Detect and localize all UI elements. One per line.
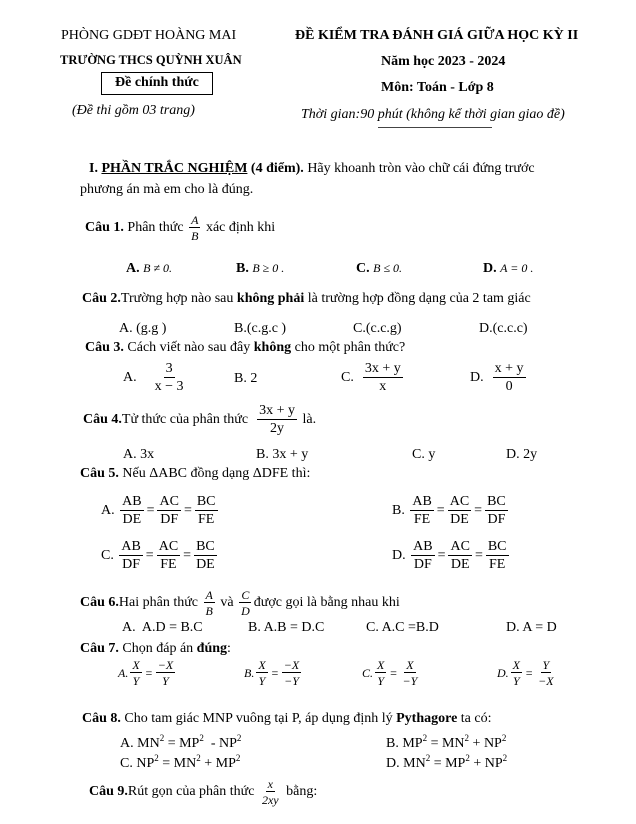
option-letter: C. [412, 447, 425, 462]
fraction [400, 659, 419, 687]
denominator: x [379, 379, 387, 394]
question-emphasis: không [253, 340, 292, 355]
term: = MN [427, 736, 465, 751]
denominator: 2y [270, 421, 285, 436]
option-letter: B. [386, 736, 403, 751]
denominator: D [241, 604, 250, 618]
option-c[interactable] [366, 621, 439, 635]
exponent: 2 [199, 733, 204, 743]
question-text: Trường hợp nào sau [120, 291, 237, 306]
question-label: Câu 9. [89, 784, 128, 799]
option-letter: B. [244, 666, 255, 680]
option-d[interactable] [506, 448, 537, 462]
numerator: 3x + y [364, 361, 401, 376]
fraction [363, 362, 403, 394]
question-text: Cho tam giác MNP vuông tại P, áp dụng định lý [120, 711, 397, 726]
equals-sign: = [474, 503, 483, 518]
question-text-after: là. [302, 412, 317, 427]
numerator: A [205, 588, 213, 602]
numerator: AB [413, 539, 433, 554]
numerator: X [512, 658, 521, 672]
equals-sign: = [183, 548, 192, 563]
fraction [375, 659, 386, 687]
option-letter: B. [248, 620, 261, 635]
question-text-after: là trường hợp đồng dạng của 2 tam giác [304, 291, 531, 306]
equals-sign: = [146, 503, 155, 518]
denominator: −Y [402, 674, 418, 688]
term: = MP [430, 756, 466, 771]
option-letter: A. [122, 620, 136, 635]
option-d[interactable] [392, 540, 511, 572]
option-letter: B. [256, 447, 269, 462]
term: + MP [200, 756, 236, 771]
question-9 [89, 778, 317, 806]
numerator: AC [449, 494, 470, 509]
fraction [282, 659, 301, 687]
exponent: 2 [235, 753, 241, 763]
option-letter: D. [392, 548, 410, 563]
option-letter: D. [386, 756, 404, 771]
option-d[interactable] [386, 754, 507, 771]
denominator: x − 3 [154, 379, 184, 394]
equals-sign: = [183, 503, 192, 518]
option-letter: C. [356, 261, 370, 276]
term: = MN [158, 756, 197, 771]
exponent: 2 [425, 753, 431, 763]
numerator: BC [487, 539, 507, 554]
term: + NP [469, 756, 503, 771]
option-c[interactable] [341, 362, 405, 394]
fraction [448, 495, 471, 527]
denominator: B [191, 229, 199, 243]
denominator: 0 [505, 379, 513, 394]
numerator: X [406, 658, 414, 672]
numerator: X [132, 658, 140, 672]
option-letter: A. [123, 370, 137, 385]
denominator: 2xy [261, 793, 279, 807]
option-value: B ≠ 0. [143, 261, 173, 275]
question-label: Câu 1. [85, 220, 124, 235]
option-a[interactable] [123, 448, 154, 462]
numerator: BC [196, 494, 216, 509]
question-text-after: được gọi là bằng nhau khi [253, 595, 400, 610]
option-b[interactable] [386, 734, 506, 751]
fraction [119, 540, 142, 572]
option-value: y [424, 447, 436, 462]
option-letter: A. [120, 736, 138, 751]
option-letter: A. [119, 321, 133, 336]
exponent: 2 [236, 733, 242, 743]
denominator: FE [198, 512, 215, 527]
school-name: TRƯỜNG THCS QUỲNH XUÂN [60, 53, 242, 67]
option-a[interactable] [123, 362, 188, 394]
option-d[interactable] [497, 659, 558, 687]
option-b[interactable] [248, 621, 324, 635]
question-text: Tử thức của phân thức [121, 412, 249, 427]
exponent: 2 [159, 733, 165, 743]
question-label: Câu 2. [82, 291, 121, 306]
option-c[interactable] [101, 540, 219, 572]
option-value: B ≥ 0 . [252, 261, 285, 275]
equals-sign: = [270, 666, 279, 680]
option-letter: D. [506, 447, 520, 462]
question-1 [85, 214, 275, 242]
fraction [511, 659, 522, 687]
option-value: 2y [519, 447, 538, 462]
option-a[interactable] [119, 322, 166, 336]
question-emphasis: không phải [236, 291, 305, 306]
option-letter: B. [234, 321, 247, 336]
numerator: BC [196, 539, 215, 554]
option-c[interactable] [120, 754, 240, 771]
option-d[interactable] [470, 362, 528, 394]
numerator: BC [487, 494, 506, 509]
option-value: A.C =B.D [378, 620, 439, 635]
numerator: C [241, 588, 250, 602]
denominator: Y [132, 674, 140, 688]
fraction [194, 540, 217, 572]
question-emphasis: Pythagore [396, 711, 458, 726]
option-letter: D. [470, 370, 484, 385]
header-divider [378, 127, 492, 128]
numerator: Y [542, 658, 550, 672]
term: MP [402, 736, 423, 751]
option-b[interactable] [392, 495, 510, 527]
option-d[interactable] [479, 322, 528, 336]
section-title: PHẦN TRẮC NGHIỆM [101, 161, 248, 176]
question-text-mid: và [220, 595, 234, 610]
option-a[interactable] [118, 659, 177, 687]
question-8 [82, 712, 492, 726]
exponent: 2 [422, 733, 428, 743]
question-3 [85, 341, 405, 355]
term: NP [136, 756, 155, 771]
option-d[interactable] [506, 621, 557, 635]
term: MN [403, 756, 426, 771]
option-a[interactable] [126, 262, 172, 276]
question-label: Câu 5. [80, 466, 119, 481]
denominator: FE [413, 512, 431, 527]
fraction [493, 362, 526, 394]
denominator: −Y [284, 674, 299, 688]
numerator: AC [450, 539, 470, 554]
option-letter: D. [506, 620, 520, 635]
option-value: 3x + y [268, 447, 309, 462]
fraction [448, 540, 471, 572]
option-b[interactable] [244, 659, 303, 687]
denominator: −X [538, 674, 554, 688]
section-points: (4 điểm). [250, 161, 304, 176]
question-label: Câu 3. [85, 340, 124, 355]
option-value: 3x [136, 447, 155, 462]
option-letter: D. [497, 666, 509, 680]
option-value: (c.c.g) [365, 321, 402, 336]
equals-sign: = [389, 666, 398, 680]
equals-sign: = [145, 548, 154, 563]
fraction [157, 495, 180, 527]
equals-sign: = [525, 666, 534, 680]
option-value: 2 [246, 371, 258, 386]
equals-sign: = [144, 666, 153, 680]
option-letter: C. [341, 370, 354, 385]
denominator: B [205, 604, 213, 618]
fraction [239, 589, 252, 617]
numerator: AB [412, 494, 432, 509]
question-text-after: cho một phân thức? [291, 340, 406, 355]
exponent: 2 [465, 753, 470, 763]
option-value: (g.g ) [132, 321, 167, 336]
question-6 [80, 589, 400, 617]
fraction [486, 540, 509, 572]
option-a[interactable] [101, 495, 220, 527]
equals-sign: = [436, 503, 445, 518]
denominator: Y [162, 674, 169, 688]
denominator: DE [196, 557, 215, 572]
question-2 [82, 292, 531, 306]
fraction [157, 540, 180, 572]
option-b[interactable] [234, 322, 286, 336]
numerator: x [267, 777, 273, 791]
option-value: (c.c.c) [492, 321, 528, 336]
fraction [195, 495, 218, 527]
option-value: A.B = D.C [260, 620, 325, 635]
numerator: 3 [165, 361, 173, 376]
numerator: X [377, 658, 385, 672]
term: + NP [469, 736, 502, 751]
option-letter: D. [483, 261, 497, 276]
option-letter: C. [120, 756, 137, 771]
department-name: PHÒNG GDĐT HOÀNG MAI [61, 28, 237, 43]
question-text: Cách viết nào sau đây [123, 340, 254, 355]
term: = MP [164, 736, 200, 751]
exponent: 2 [501, 733, 507, 743]
question-label: Câu 6. [80, 595, 119, 610]
question-5 [80, 467, 310, 481]
question-text-after: ta có: [457, 711, 492, 726]
numerator: AC [158, 539, 179, 554]
exponent: 2 [154, 753, 159, 763]
official-label: Đề chính thức [101, 72, 213, 95]
term: MN [137, 736, 160, 751]
denominator: DF [413, 557, 432, 572]
fraction [485, 495, 508, 527]
question-4 [83, 404, 316, 436]
option-c[interactable] [353, 322, 402, 336]
pages-note: (Đề thi gồm 03 trang) [72, 103, 195, 118]
question-text-after: bằng: [286, 784, 318, 799]
question-text: Rút gọn của phân thức [127, 784, 255, 799]
section-instruction: Hãy khoanh tròn vào chữ cái đứng trước [303, 161, 535, 176]
option-value: A = 0 . [500, 261, 534, 275]
option-letter: C. [366, 620, 379, 635]
exam-title: ĐỀ KIỂM TRA ĐÁNH GIÁ GIỮA HỌC KỲ II [295, 28, 579, 43]
numerator: x + y [494, 361, 524, 376]
numerator: −X [157, 658, 174, 672]
option-letter: C. [353, 321, 366, 336]
option-letter: A. [126, 261, 140, 276]
numerator: X [258, 658, 266, 672]
numerator: AC [159, 494, 179, 509]
fraction [256, 659, 267, 687]
option-c[interactable] [412, 448, 435, 462]
option-value: A = D [519, 620, 557, 635]
option-b[interactable] [234, 372, 257, 386]
fraction [257, 404, 297, 436]
section-instruction-cont: phương án mà em cho là đúng. [80, 182, 254, 197]
fraction [204, 589, 215, 617]
denominator: DF [160, 512, 179, 527]
option-c[interactable] [362, 659, 421, 687]
question-label: Câu 8. [82, 711, 121, 726]
numerator: A [191, 213, 199, 227]
question-label: Câu 7. [80, 641, 119, 656]
option-letter: C. [362, 666, 374, 680]
denominator: Y [377, 674, 385, 688]
numerator: AB [122, 494, 142, 509]
denominator: DE [122, 512, 142, 527]
option-letter: B. [392, 503, 409, 518]
option-a[interactable] [120, 734, 241, 751]
denominator: DE [450, 512, 469, 527]
fraction [411, 540, 434, 572]
fraction [189, 214, 200, 242]
option-letter: B. [236, 261, 249, 276]
option-b[interactable] [236, 262, 284, 276]
numerator: AB [121, 539, 141, 554]
option-letter: C. [101, 548, 118, 563]
equals-sign: = [437, 548, 446, 563]
section-heading [89, 162, 535, 176]
option-letter: D. [479, 321, 493, 336]
question-text: Chọn đáp án [118, 641, 197, 656]
section-number: I. [89, 161, 98, 176]
option-value: (c.g.c ) [246, 321, 287, 336]
equals-sign: = [474, 548, 483, 563]
option-value: B ≤ 0. [373, 261, 403, 275]
fraction [410, 495, 433, 527]
fraction [156, 659, 175, 687]
option-c[interactable] [356, 262, 402, 276]
denominator: FE [160, 557, 177, 572]
fraction [130, 659, 141, 687]
question-text: Nếu ΔABC đồng dạng ΔDFE thì: [118, 466, 311, 481]
term: - NP [203, 736, 237, 751]
option-letter: A. [123, 447, 137, 462]
fraction [260, 778, 281, 806]
option-a[interactable] [122, 621, 203, 635]
option-letter: B. [234, 371, 247, 386]
denominator: DF [487, 512, 506, 527]
exponent: 2 [196, 753, 201, 763]
exam-time: Thời gian:90 phút (không kể thời gian giao đề) [301, 107, 565, 122]
question-text: Hai phân thức [118, 595, 199, 610]
fraction [536, 659, 555, 687]
question-label: Câu 4. [83, 412, 122, 427]
question-text-after: : [227, 641, 231, 656]
option-letter: A. [101, 503, 119, 518]
option-letter: A. [118, 666, 129, 680]
denominator: Y [258, 674, 266, 688]
denominator: Y [513, 674, 520, 688]
school-year: Năm học 2023 - 2024 [381, 54, 506, 69]
question-text: Phân thức [127, 220, 184, 235]
fraction [120, 495, 143, 527]
numerator: −X [283, 658, 300, 672]
fraction [153, 362, 186, 394]
exponent: 2 [464, 733, 470, 743]
denominator: DE [450, 557, 470, 572]
question-emphasis: đúng [196, 641, 228, 656]
option-d[interactable] [483, 262, 533, 276]
subject-grade: Môn: Toán - Lớp 8 [381, 80, 494, 95]
exponent: 2 [502, 753, 508, 763]
question-7 [80, 642, 231, 656]
denominator: FE [489, 557, 506, 572]
option-b[interactable] [256, 448, 308, 462]
question-text-after: xác định khi [205, 220, 276, 235]
numerator: 3x + y [259, 403, 295, 418]
denominator: DF [122, 557, 141, 572]
option-value: A.D = B.C [135, 620, 203, 635]
